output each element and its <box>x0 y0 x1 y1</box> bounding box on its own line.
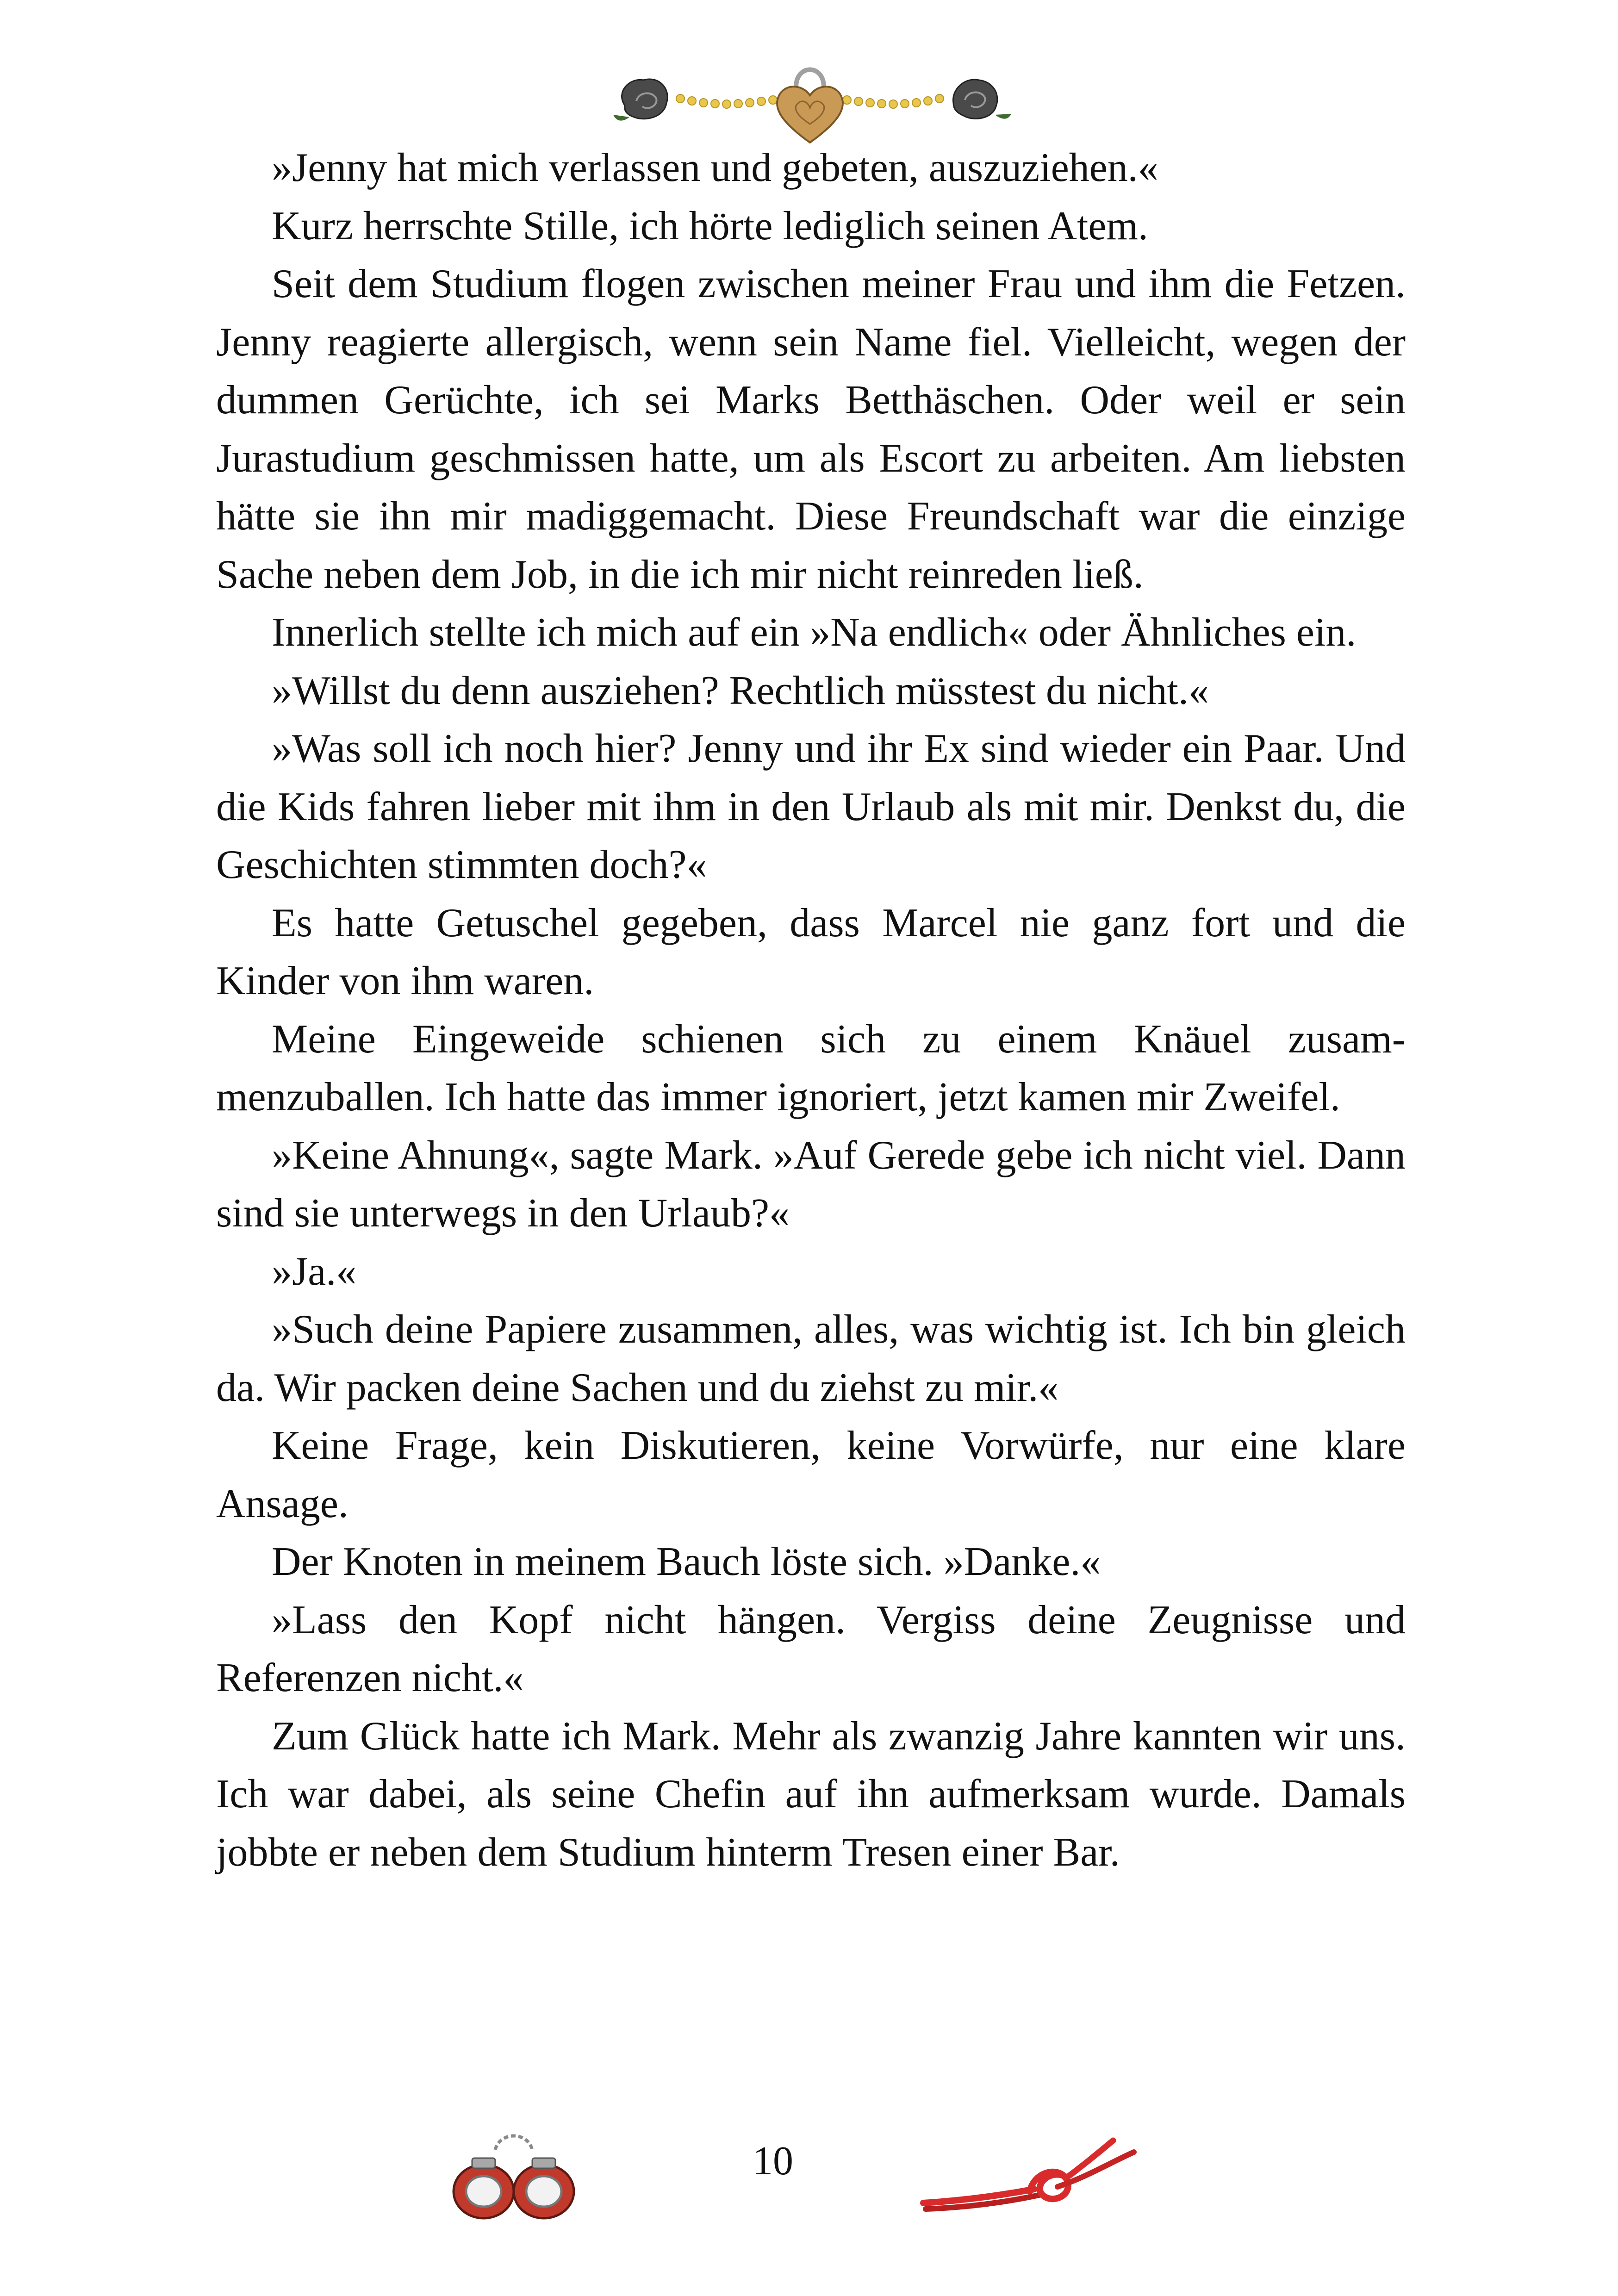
red-rope-knot-icon <box>919 2127 1141 2215</box>
paragraph: Zum Glück hatte ich Mark. Mehr als zwanzig Jahre kannten wir uns. Ich war dabei, als seine Chefin auf ihn aufmerksam wurde. Damals jobbte er neben dem Studium hinterm Tresen einer Bar. <box>216 1713 1406 1875</box>
paragraph: »Such deine Papiere zusammen, alles, was wichtig ist. Ich bin gleich da. Wir packen deine Sachen und du ziehst zu mir.« <box>216 1307 1406 1410</box>
page-number: 10 <box>753 2139 793 2184</box>
paragraph: Der Knoten in meinem Bauch löste sich. »Danke.« <box>272 1539 1101 1584</box>
paragraph: »Keine Ahnung«, sagte Mark. »Auf Gerede gebe ich nicht viel. Dann sind sie unterwegs in den Urlaub?« <box>216 1132 1406 1236</box>
main-text <box>216 139 1406 1881</box>
paragraph: »Willst du denn ausziehen? Rechtlich müsstest du nicht.« <box>272 668 1209 713</box>
paragraph: Es hatte Getuschel gegeben, dass Marcel nie ganz fort und die Kinder von ihm waren. <box>216 900 1406 1003</box>
paragraph: Innerlich stellte ich mich auf ein »Na endlich« oder Ähnliches ein. <box>272 610 1357 655</box>
heart-lock-icon <box>777 70 843 143</box>
rose-heart-lock-chain-icon <box>602 55 1018 147</box>
rose-left-icon <box>613 79 667 121</box>
rose-right-icon <box>953 80 1011 119</box>
paragraph: Seit dem Studium flogen zwischen meiner Frau und ihm die Fetzen. Jenny reagierte allergisch, wenn sein Name fiel. Vielleicht, wegen der dummen Gerüchte, ich sei Marks Betthäschen. Oder weil er sein Jurastudium geschmissen hatte, um als Escort zu arbeiten. Am liebsten hätte sie ihn mir madiggemacht. Diese Freundschaft war die einzige Sache neben dem Job, in die ich mir nicht reinreden ließ. <box>216 261 1406 597</box>
paragraph: »Jenny hat mich verlassen und gebeten, auszuziehen.« <box>272 145 1158 190</box>
paragraph: Kurz herrschte Stille, ich hörte lediglich seinen Atem. <box>272 203 1148 249</box>
paragraph: »Lass den Kopf nicht hängen. Vergiss deine Zeugnisse und Referenzen nicht.« <box>216 1597 1406 1700</box>
handcuffs-icon <box>444 2122 583 2228</box>
paragraph: Meine Eingeweide schienen sich zu einem Knäuel zusammenzuballen. Ich hatte das immer ignoriert, jetzt kamen mir Zweifel. <box>216 1016 1406 1120</box>
paragraph: Keine Frage, kein Diskutieren, keine Vorwürfe, nur eine klare Ansage. <box>216 1423 1406 1526</box>
paragraph: »Was soll ich noch hier? Jenny und ihr Ex sind wieder ein Paar. Und die Kids fahren lieber mit ihm in den Urlaub als mit mir. Denkst du, die Geschichten stimmten doch?« <box>216 726 1406 887</box>
paragraph: »Ja.« <box>272 1249 357 1294</box>
